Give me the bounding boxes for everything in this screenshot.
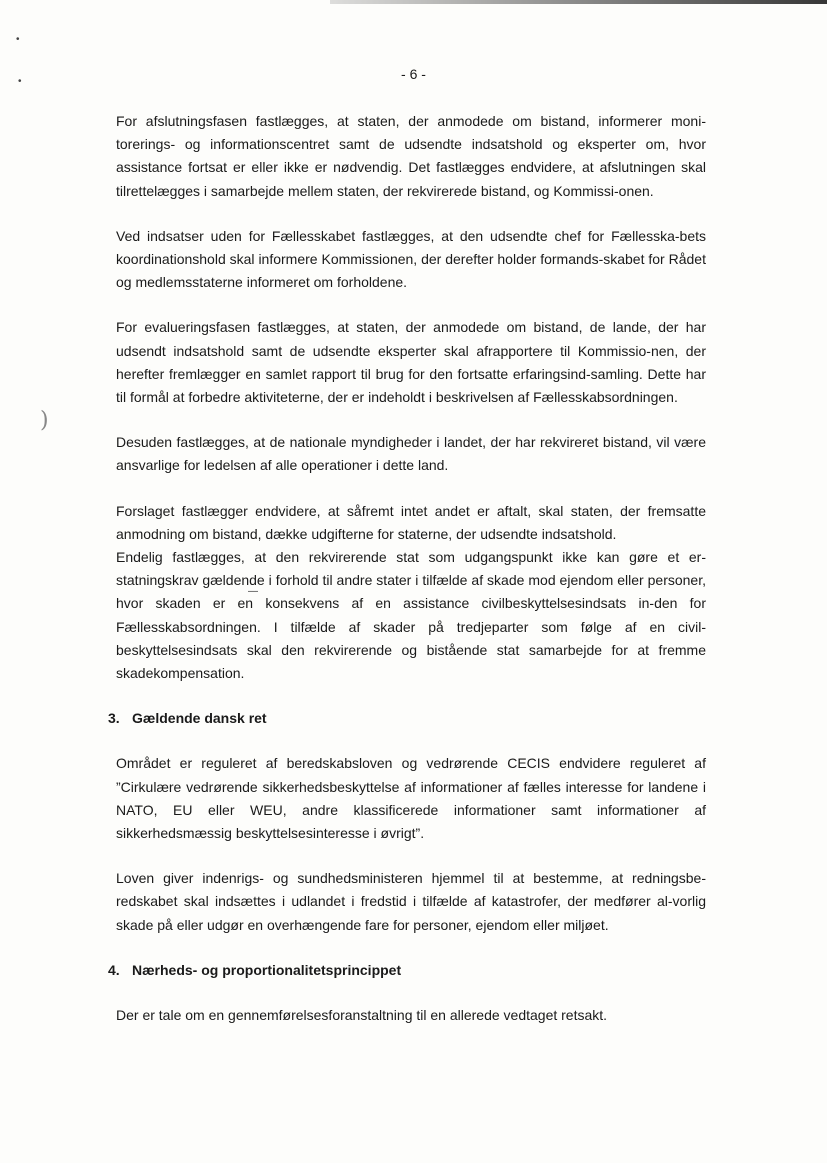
section-title: Gældende dansk ret [132,710,267,727]
paragraph-outside-community: Ved indsatser uden for Fællesskabet fastlægges, at den udsendte chef for Fællesska-bets koordinationshold skal informere Kommissionen, der derefter holder formands-skabet for Rådet og medlemsstaterne informeret om forholdene. [116,227,706,291]
page-number: - 6 - [401,66,426,82]
paragraph-closing-phase: For afslutningsfasen fastlægges, at staten, der anmodede om bistand, informerer moni-torerings- og informationscentret samt de udsendte indsatshold og eksperter om, hvor assistance fortsat er eller ikke er nødvendig. Det fastlægges endvidere, at afslutningen skal tilrettelægges i samarbejde mellem staten, der rekvirerede bistand, og Kommissi-onen. [116,113,706,199]
section-number: 3. [108,710,120,727]
paragraph-national-authorities: Desuden fastlægges, at de nationale myndigheder i landet, der har rekvireret bistand, vil være ansvarlige for ledelsen af alle operationer i dette land. [116,434,706,474]
section-heading-danish-law [108,707,706,730]
section-number: 4. [108,961,120,978]
scan-top-edge [330,0,827,4]
paragraph-evaluation-phase: For evalueringsfasen fastlægges, at staten, der anmodede om bistand, de lande, der har udsendt indsatshold samt de udsendte eksperter skal afrapportere til Kommissio-nen, der herefter fremlægger en samlet rapport til brug for den fortsatte erfaringsind-samling. Dette har til formål at forbedre aktiviteterne, der er indeholdt i beskrivelsen af Fællesskabsordningen. [116,319,706,406]
scan-dash-artifact: — [248,586,258,597]
section-title: Nærheds- og proportionalitetsprincippet [132,961,402,978]
paragraph-regulation: Området er reguleret af beredskabsloven og vedrørende CECIS endvidere reguleret af ”Cirkulære vedrørende sikkerhedsbeskyttelse af informationer af fælles interesse for landene i NATO, EU eller WEU, andre klassificerede informationer samt informationer af sikkerhedsmæssig beskyttelsesinteresse i øvrigt”. [116,755,706,842]
scan-speck: • [18,76,22,87]
paragraph-costs: Forslaget fastlægger endvidere, at såfremt intet andet er aftalt, skal staten, der fremsatte anmodning om bistand, dække udgifterne for staterne, der udsendte indsatshold. [116,502,706,542]
paragraph-implementing-measure: Der er tale om en gennemførelsesforanstaltning til en allerede vedtaget retsakt. [116,1007,608,1024]
section-heading-subsidiarity [108,959,706,982]
paragraph-minister-authority: Loven giver indenrigs- og sundhedsministeren hjemmel til at bestemme, at redningsbe-redskabet skal indsættes i udlandet i fredstid i tilfælde af katastrofer, der medfører al-vorlig skade på eller udgør en overhængende fare for personer, ejendom eller miljøet. [116,870,706,933]
scan-speck: • [16,34,20,45]
paragraph-compensation: Endelig fastlægges, at den rekvirerende stat som udgangspunkt ikke kan gøre et er-statningskrav gældende i forhold til andre stater i tilfælde af skade mod ejendom eller personer, hvor skaden er en konsekvens af en assistance civilbeskyttelsesindsats in-den for Fællesskabsordningen. I tilfælde af skader på tredjeparter som følge af en civil-beskyttelsesindsats skal den rekvirerende og bistående stat samarbejde for at fremme skadekompensation. [116,549,706,682]
scan-artifact: ) [40,408,49,433]
document-body [108,110,706,1049]
